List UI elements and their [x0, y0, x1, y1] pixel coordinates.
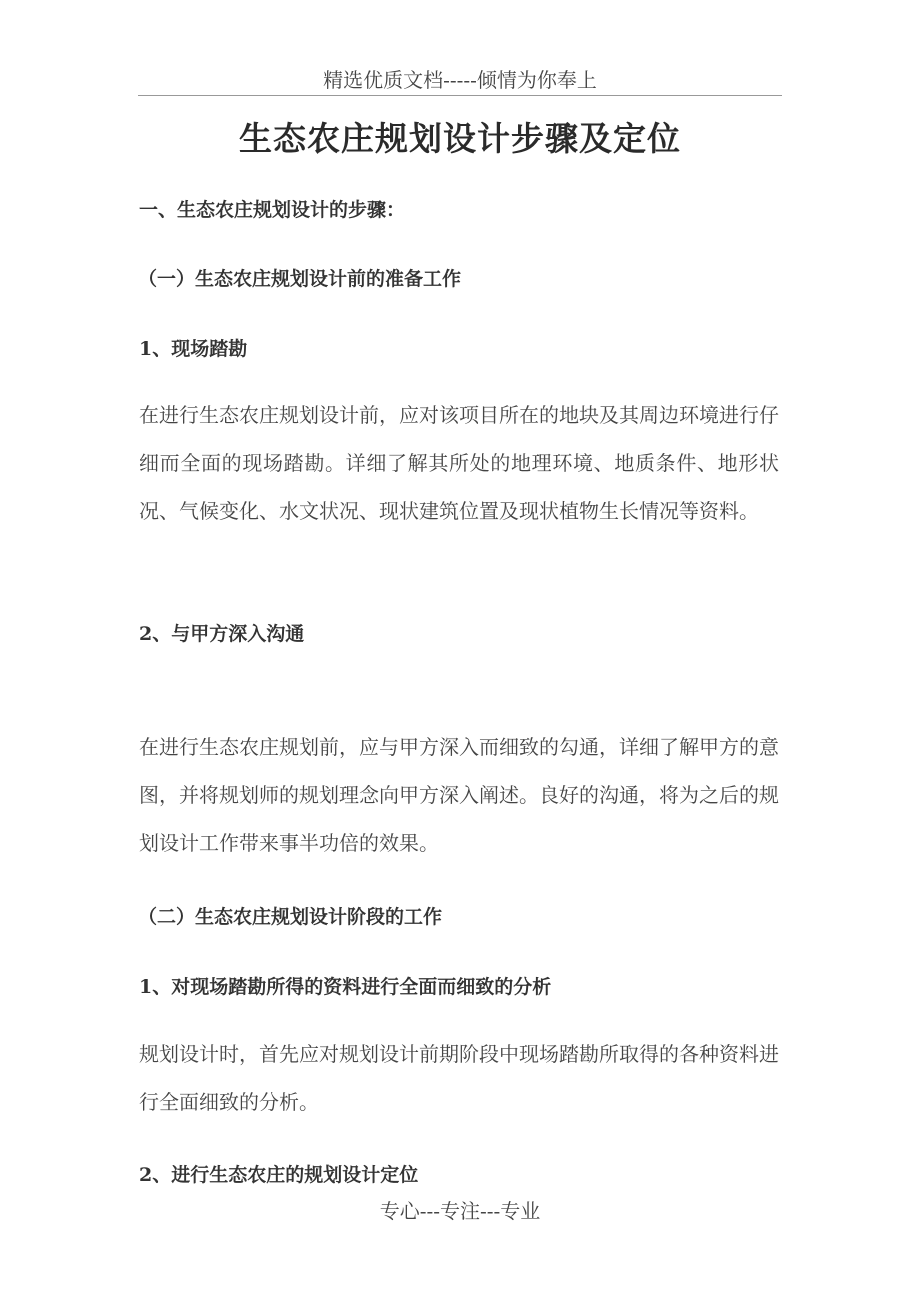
item-heading-analysis: 1、对现场踏勘所得的资料进行全面而细致的分析	[139, 976, 552, 998]
page-footer: 专心---专注---专业	[379, 1199, 541, 1223]
subsection-heading-2: （二）生态农庄规划设计阶段的工作	[138, 906, 443, 928]
paragraph-analysis: 规划设计时，首先应对规划设计前期阶段中现场踏勘所取得的各种资料进行全面细致的分析。	[139, 1042, 779, 1114]
subsection-heading-1: （一）生态农庄规划设计前的准备工作	[138, 268, 462, 290]
document-title: 生态农庄规划设计步骤及定位	[239, 119, 681, 158]
item-heading-communication: 2、与甲方深入沟通	[139, 623, 305, 645]
paragraph-communication: 在进行生态农庄规划前，应与甲方深入而细致的勾通，详细了解甲方的意图，并将规划师的规划理念向甲方深入阐述。良好的沟通，将为之后的规划设计工作带来事半功倍的效果。	[139, 735, 779, 855]
item-heading-positioning: 2、进行生态农庄的规划设计定位	[139, 1164, 419, 1186]
paragraph-site-survey: 在进行生态农庄规划设计前，应对该项目所在的地块及其周边环境进行仔细而全面的现场踏勘。详细了解其所处的地理环境、地质条件、地形状况、气候变化、水文状况、现状建筑位置及现状植物生长情况等资料。	[139, 403, 779, 523]
header-divider	[138, 95, 782, 96]
item-heading-site-survey: 1、现场踏勘	[139, 338, 248, 360]
section-heading-1: 一、生态农庄规划设计的步骤：	[139, 199, 406, 221]
page-header: 精选优质文档-----倾情为你奉上	[323, 68, 597, 92]
